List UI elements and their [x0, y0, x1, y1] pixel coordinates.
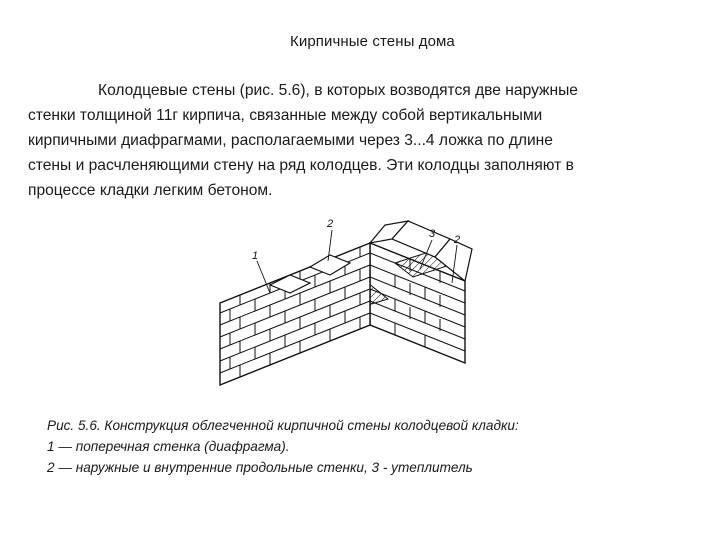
caption-line: Рис. 5.6. Конструкция облегченной кирпичной стены колодцевой кладки:: [47, 418, 519, 433]
figure-caption: [47, 415, 667, 478]
caption-line: 1 — поперечная стенка (диафрагма).: [47, 439, 290, 454]
paragraph-line: Колодцевые стены (рис. 5.6), в которых возводятся две наружные: [98, 82, 578, 99]
figure-label-2: 2: [327, 218, 334, 230]
paragraph-line: процессе кладки легким бетоном.: [28, 182, 273, 199]
figure-label-2b: 2: [454, 234, 461, 246]
body-paragraph: [28, 78, 688, 203]
brick-wall-figure: [210, 203, 480, 393]
paragraph-line: кирпичными диафрагмами, располагаемыми через 3...4 ложка по длине: [28, 132, 553, 149]
figure-label-3: 3: [429, 228, 436, 240]
caption-line: 2 — наружные и внутренние продольные стенки, 3 - утеплитель: [47, 460, 473, 475]
paragraph-line: стенки толщиной 11г кирпича, связанные между собой вертикальными: [28, 107, 543, 124]
brick-wall-drawing: [210, 203, 480, 393]
paragraph-line: стены и расчленяющими стену на ряд колодцев. Эти колодцы заполняют в: [28, 157, 574, 174]
figure-label-1: 1: [252, 250, 259, 262]
page-title: Кирпичные стены дома: [290, 33, 455, 50]
